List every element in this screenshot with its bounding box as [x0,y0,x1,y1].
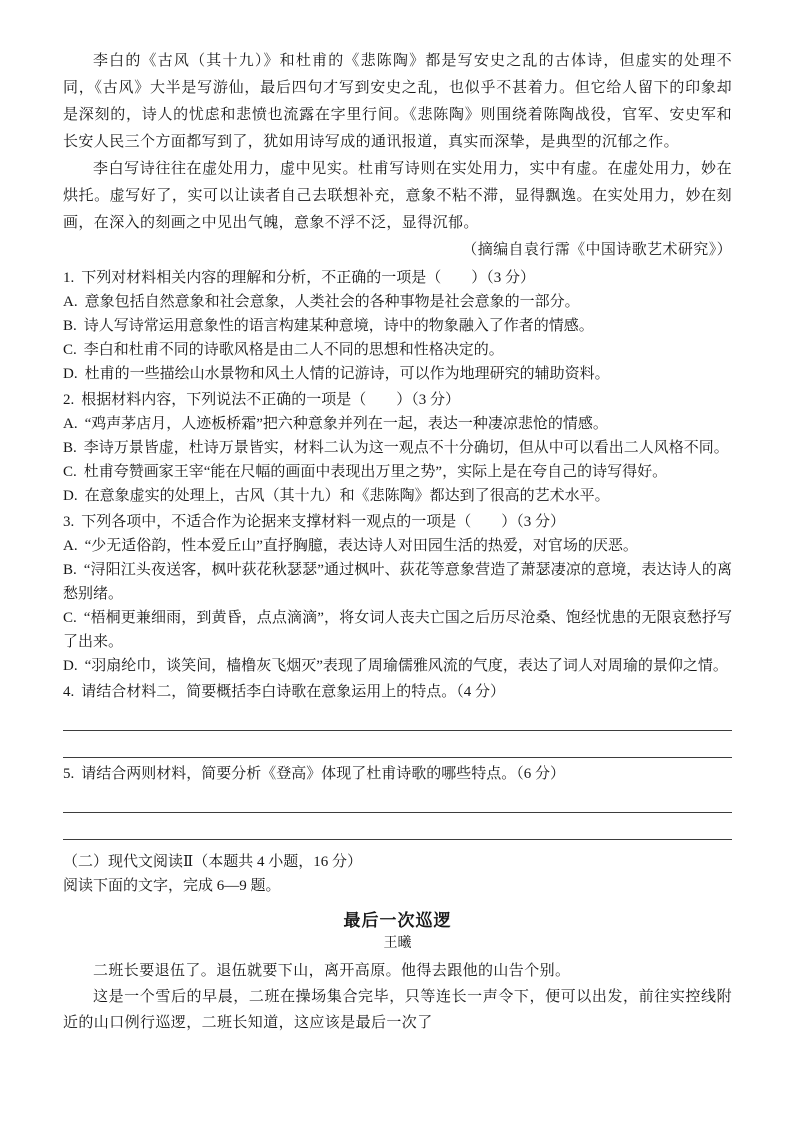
question-4 [63,680,732,758]
answer-line [63,786,732,813]
question-1-option-c [63,338,732,362]
story-paragraph-2: 这是一个雪后的早晨，二班在操场集合完毕，只等连长一声令下，便可以出发，前往实控线附近的山口例行巡逻，二班长知道，这应该是最后一次了 [63,989,732,1031]
option-text: 李诗万景皆虚，杜诗万景皆实，材料二认为这一观点不十分确切，但从中可以看出二人风格不同。 [83,440,729,456]
option-label: C. [63,342,77,358]
question-2 [63,388,732,508]
question-3-option-a [63,534,732,558]
question-3-option-d [63,654,732,678]
answer-line [63,731,732,758]
question-5-stem-text: 请结合两则材料，简要分析《登高》体现了杜甫诗歌的哪些特点。（6 分） [81,766,566,782]
question-3-option-c [63,606,732,654]
option-label: A. [63,294,78,310]
question-5-number: 5. [63,766,75,782]
question-2-number: 2. [63,392,75,408]
question-2-stem-text: 根据材料内容，下列说法不正确的一项是（ ）（3 分） [81,392,461,408]
option-label: D. [63,366,78,382]
question-4-answer-area [63,704,732,758]
answer-line [63,813,732,840]
question-1 [63,266,732,386]
option-label: B. [63,440,77,456]
option-label: A. [63,538,78,554]
option-label: B. [63,318,77,334]
option-text: 杜甫夸赞画家王宰“能在尺幅的画面中表现出万里之势”，实际上是在夸自己的诗写得好。 [83,464,668,480]
question-3-number: 3. [63,514,75,530]
question-2-option-c [63,460,732,484]
question-4-number: 4. [63,684,75,700]
option-text: 在意象虚实的处理上，古风（其十九）和《悲陈陶》都达到了很高的艺术水平。 [84,488,610,504]
option-text: “鸡声茅店月，人迹板桥霜”把六种意象并列在一起，表达一种凄凉悲怆的情感。 [84,416,608,432]
option-text: 意象包括自然意象和社会意象，人类社会的各种事物是社会意象的一部分。 [84,294,580,310]
question-3-option-b [63,558,732,606]
question-3-stem [63,510,732,534]
section-2-header: （二）现代文阅读Ⅱ（本题共 4 小题，16 分） [63,854,362,870]
option-label: C. [63,464,77,480]
reading-section-2 [63,850,732,1036]
material-paragraph-1: 李白的《古风（其十九）》和杜甫的《悲陈陶》都是写安史之乱的古体诗，但虚实的处理不同，《古风》大半是写游仙，最后四句才写到安史之乱，也似乎不甚着力。但它给人留下的印象却是深刻的，诗人的忧虑和悲愤也流露在字里行间。《悲陈陶》则围绕着陈陶战役，官军、安史军和长安人民三个方面都写到了，犹如用诗写成的通讯报道，真实而深挚，是典型的沉郁之作。 [63,53,732,150]
option-text: 李白和杜甫不同的诗歌风格是由二人不同的思想和性格决定的。 [83,342,504,358]
option-text: 杜甫的一些描绘山水景物和风土人情的记游诗，可以作为地理研究的辅助资料。 [84,366,610,382]
question-1-option-d [63,362,732,386]
question-2-stem [63,388,732,412]
question-2-option-b [63,436,732,460]
option-text: “少无适俗韵，性本爱丘山”直抒胸臆，表达诗人对田园生活的热爱，对官场的厌恶。 [84,538,638,554]
question-5 [63,762,732,840]
question-1-stem-text: 下列对材料相关内容的理解和分析，不正确的一项是（ ）（3 分） [81,270,536,286]
question-1-option-a [63,290,732,314]
section-2-instruction: 阅读下面的文字，完成 6—9 题。 [63,878,281,894]
story-paragraph-1: 二班长要退伍了。退伍就要下山，离开高原。他得去跟他的山告个别。 [93,963,571,979]
question-3 [63,510,732,678]
question-4-stem-text: 请结合材料二，简要概括李白诗歌在意象运用上的特点。（4 分） [81,684,506,700]
answer-line [63,704,732,731]
question-2-option-d [63,484,732,508]
source-attribution: （摘编自袁行霈《中国诗歌艺术研究》） [462,242,732,258]
option-label: D. [63,488,78,504]
questions-section [63,266,732,840]
story-author: 王曦 [383,936,412,951]
option-text: “浔阳江头夜送客，枫叶荻花秋瑟瑟”通过枫叶、荻花等意象营造了萧瑟凄凉的意境，表达诗人的离愁别绪。 [63,562,732,602]
question-1-stem [63,266,732,290]
question-5-stem [63,762,732,786]
question-3-stem-text: 下列各项中，不适合作为论据来支撑材料一观点的一项是（ ）（3 分） [81,514,566,530]
option-label: B. [63,562,77,578]
question-1-number: 1. [63,270,75,286]
option-label: A. [63,416,78,432]
option-text: 诗人写诗常运用意象性的语言构建某种意境，诗中的物象融入了作者的情感。 [83,318,594,334]
material-section [63,48,732,264]
question-1-option-b [63,314,732,338]
option-text: “羽扇纶巾，谈笑间，樯橹灰飞烟灭”表现了周瑜儒雅风流的气度，表达了词人对周瑜的景仰之情。 [84,658,728,674]
question-2-option-a [63,412,732,436]
question-4-stem [63,680,732,704]
option-text: “梧桐更兼细雨，到黄昏，点点滴滴”，将女词人丧夫亡国之后历尽沧桑、饱经忧患的无限哀愁抒写了出来。 [63,610,732,650]
question-5-answer-area [63,786,732,840]
material-paragraph-2: 李白写诗往往在虚处用力，虚中见实。杜甫写诗则在实处用力，实中有虚。在虚处用力，妙在烘托。虚写好了，实可以让读者自己去联想补充，意象不粘不滞，显得飘逸。在实处用力，妙在刻画，在深入的刻画之中见出气魄，意象不浮不泛，显得沉郁。 [63,161,732,231]
story-title: 最后一次巡逻 [343,911,452,930]
option-label: C. [63,610,77,626]
option-label: D. [63,658,78,674]
